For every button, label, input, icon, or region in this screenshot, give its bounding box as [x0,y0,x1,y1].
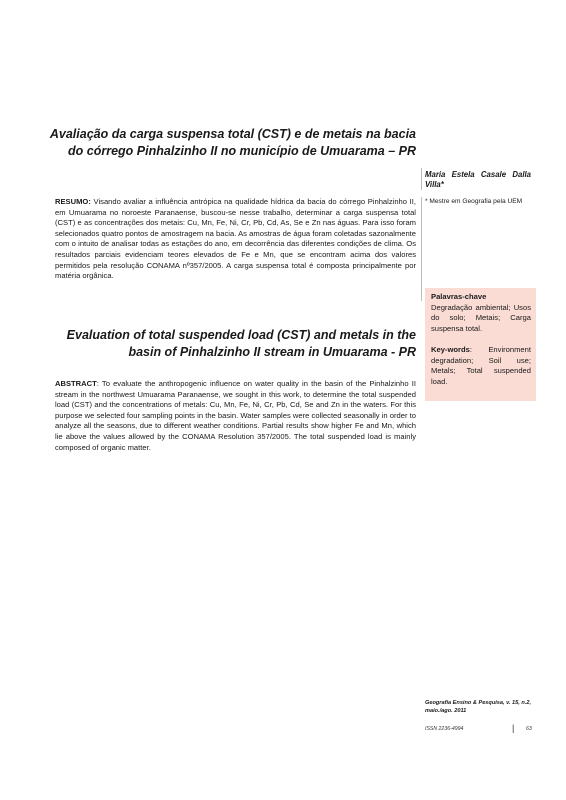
keywords-pt-label: Palavras-chave [431,292,487,301]
footer-separator: | [512,723,515,733]
title-portuguese-line-1: Avaliação da carga suspensa total (CST) e de metais na bacia [49,127,416,141]
journal-reference: Geografia Ensino & Pesquisa, v. 15, n.2, maio./ago. 2011 [425,700,532,714]
keywords-en-block [431,345,531,387]
title-english-line-2: basin of Pinhalzinho II stream in Umuarama - PR [128,345,416,359]
author-affiliation: * Mestre em Geografia pela UEM [425,198,523,205]
resumo-paragraph [55,197,416,282]
keywords-box [425,288,536,401]
author-name: Maria Estela Casale Dalla Villa* [425,170,531,189]
abstract-text: : To evaluate the anthropogenic influence on water quality in the basin of the Pinhalzinho II stream in the northwest Umuarama Paranaense, we sought in this work, to determine the total suspended load (CST) and the concentrations of metals: Cu, Mn, Fe, Ni, Cr, Pb, Cd, Se and Zn in the waters. For this purpose we selected four sampling points in the basin. Water samples were collected seasonally in order to analyze all the seasons, due to different weather conditions. Partial results show higher Fe and Mn, which lie above the values allowed by the CONAMA Resolution 357/2005. The total suspended load is mainly composed of organic matter. [55,379,416,452]
title-portuguese [36,126,416,160]
keywords-en-label: Key-words [431,345,470,354]
abstract-paragraph [55,379,416,453]
keywords-en-text: Environment degradation; Soil use; Metals; Total suspended load. [431,345,531,386]
keywords-en-paragraph: Key-words: Environment degradation; Soil use; Metals; Total suspended load. [431,345,531,386]
column-divider-resumo [421,197,422,301]
resumo-text: Visando avaliar a influência antrópica na qualidade hídrica da bacia do córrego Pinhalzinho II, em Umuarama no noroeste Paranaense, buscou-se nesse trabalho, determinar a carga suspensa total (CST) e as concentrações dos metais: Cu, Mn, Fe, Ni, Cr, Pb, Cd, As, Se e Zn nas águas. Para isso foram selecionados quatro pontos de amostragem na bacia. As amostras de água foram coletadas sazonalmente com o intuito de analisar todas as estações do ano, em decorrência das diferentes condições de clima. Os resultados parciais evidenciam teores elevados de Fe e Mn, que se encontram acima dos valores permitidos pela resolução CONAMA nº357/2005. A carga suspensa total é composta principalmente por matéria orgânica. [55,197,416,281]
title-english-line-1: Evaluation of total suspended load (CST) and metals in the [66,328,416,342]
title-portuguese-line-2: do córrego Pinhalzinho II no município de Umuarama – PR [68,144,416,158]
abstract-label: ABSTRACT [55,379,97,388]
resumo-label: RESUMO: [55,197,91,206]
keywords-pt-block [431,292,531,334]
column-divider-author [421,168,422,190]
title-english [36,327,416,361]
keywords-pt-text: Degradação ambiental; Usos do solo; Metais; Carga suspensa total. [431,302,531,333]
footer-issn: ISSN 2236-4994 [425,726,464,732]
page-number: 63 [526,726,532,732]
